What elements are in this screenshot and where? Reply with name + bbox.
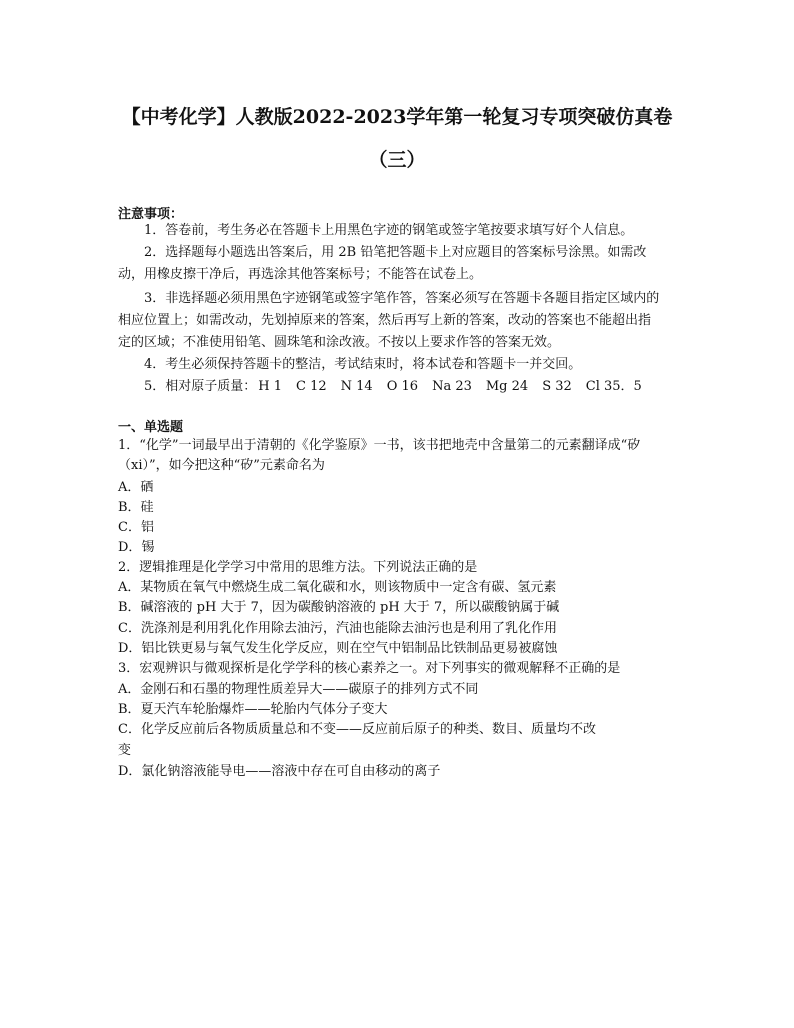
atomic-mass-cl: Cl 35．5 xyxy=(585,379,642,394)
q3-stem: 3．宏观辨识与微观探析是化学学科的核心素养之一。对下列事实的微观解释不正确的是 xyxy=(118,661,621,676)
section-title: 一、单选题 xyxy=(118,420,184,435)
q3-option-d: D．氯化钠溶液能导电——溶液中存在可自由移动的离子 xyxy=(118,764,441,779)
note-5 xyxy=(118,376,678,398)
note-4: 4．考生必须保持答题卡的整洁，考试结束时，将本试卷和答题卡一并交回。 xyxy=(144,357,582,372)
atomic-mass-mg: Mg 24 xyxy=(485,379,529,394)
q3-option-c-line2: 变 xyxy=(118,743,132,758)
q1-stem-line2: （xi）”，如今把这种“矽”元素命名为 xyxy=(118,458,325,473)
page-subtitle: （三） xyxy=(368,149,426,171)
note-2: 2．选择题每小题选出答案后，用 2B 铅笔把答题卡上对应题目的答案标号涂黑。如需改 动，用橡皮擦干净后，再选涂其他答案标号；不能答在试卷上。 xyxy=(118,245,647,282)
page-title: 【中考化学】人教版2022-2023学年第一轮复习专项突破仿真卷 xyxy=(121,106,673,128)
atomic-mass-s: S 32 xyxy=(542,379,572,394)
q1-option-a: A．硒 xyxy=(118,480,154,495)
atomic-mass-n: N 14 xyxy=(340,379,373,394)
atomic-mass-label: 5．相对原子质量： xyxy=(144,379,257,394)
note-3: 3．非选择题必须用黑色字迹钢笔或签字笔作答，答案必须写在答题卡各题目指定区域内的 相应位置上；如需改动，先划掉原来的答案，然后再写上新的答案，改动的答案也不能超出指 定的区域；不准使用铅笔、圆珠笔和涂改液。不按以上要求作答的答案无效。 xyxy=(118,291,660,350)
q2-stem: 2．逻辑推理是化学学习中常用的思维方法。下列说法正确的是 xyxy=(118,560,478,575)
q1-stem-line1: 1．“化学”一词最早出于清朝的《化学鉴原》一书，该书把地壳中含量第二的元素翻译成“矽 xyxy=(118,438,641,453)
atomic-mass-na: Na 23 xyxy=(432,379,472,394)
atomic-mass-c: C 12 xyxy=(296,379,327,394)
q3-option-b: B．夏天汽车轮胎爆炸——轮胎内气体分子变大 xyxy=(118,702,388,717)
q1-option-d: D．锡 xyxy=(118,540,155,555)
note-1: 1．答卷前，考生务必在答题卡上用黑色字迹的钢笔或签字笔按要求填写好个人信息。 xyxy=(144,223,634,238)
q3-option-c-line1: C．化学反应前后各物质质量总和不变——反应前后原子的种类、数目、质量均不改 xyxy=(118,722,596,737)
notes-heading: 注意事项： xyxy=(118,207,184,222)
q2-option-d: D．铝比铁更易与氧气发生化学反应，则在空气中铝制品比铁制品更易被腐蚀 xyxy=(118,641,558,656)
q3-option-a: A．金刚石和石墨的物理性质差异大——碳原子的排列方式不同 xyxy=(118,682,479,697)
q2-option-b: B．碱溶液的 pH 大于 7，因为碳酸钠溶液的 pH 大于 7，所以碳酸钠属于碱 xyxy=(118,600,560,615)
q1-option-b: B．硅 xyxy=(118,500,154,515)
q2-option-a: A．某物质在氧气中燃烧生成二氧化碳和水，则该物质中一定含有碳、氢元素 xyxy=(118,580,557,595)
atomic-mass-o: O 16 xyxy=(386,379,419,394)
q1-option-c: C．铝 xyxy=(118,520,154,535)
q2-option-c: C．洗涤剂是利用乳化作用除去油污，汽油也能除去油污也是利用了乳化作用 xyxy=(118,621,557,636)
atomic-mass-h: H 1 xyxy=(258,379,283,394)
